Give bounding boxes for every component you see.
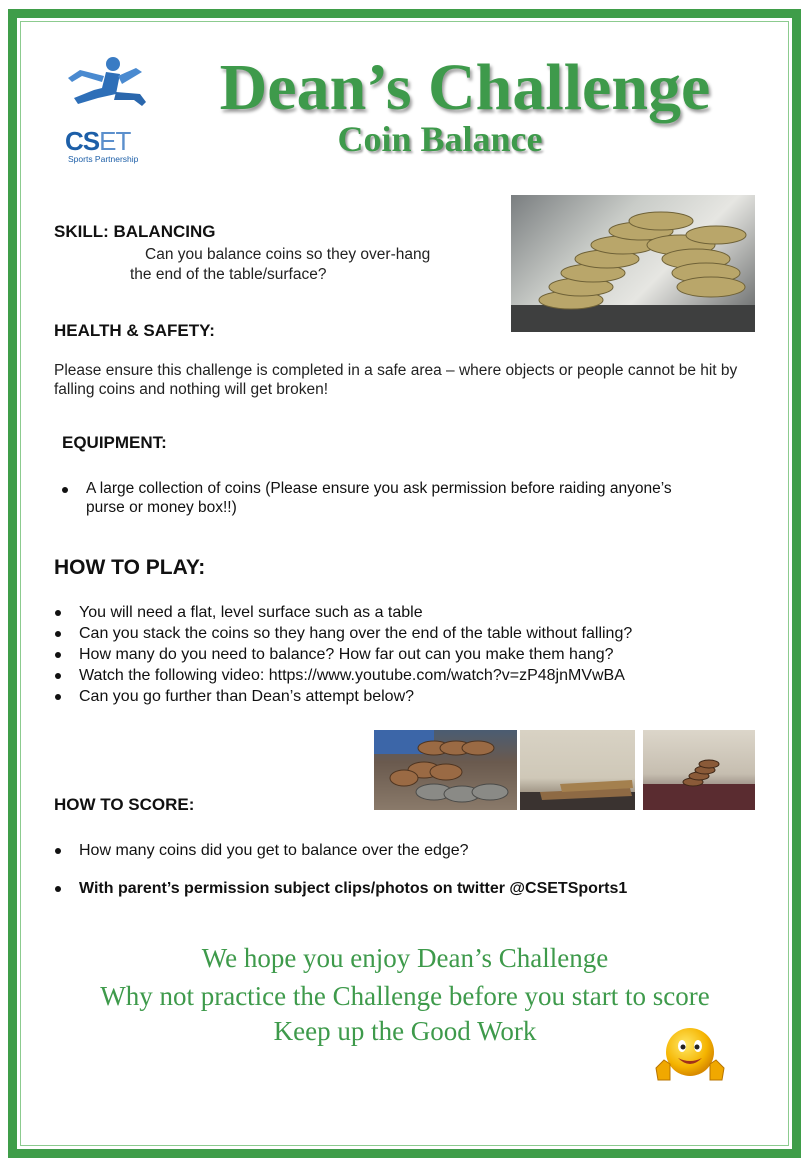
page-subtitle: Coin Balance [337,119,543,159]
list-item: Can you stack the coins so they hang over the end of the table without falling? [53,623,773,644]
equipment-list [60,479,680,517]
closing-line-1: We hope you enjoy Dean’s Challenge [201,943,609,973]
skill-heading: SKILL: BALANCING [54,222,216,241]
attempt-photo-3 [643,730,755,810]
list-item: How many do you need to balance? How far out can you make them hang? [53,644,773,665]
skill-line-1: Can you balance coins so they over-hang [145,246,431,263]
logo-text-light: ET [99,126,131,156]
how-to-score-heading: HOW TO SCORE: [54,795,195,814]
youtube-link[interactable]: Watch the following video: https://www.youtube.com/watch?v=zP48jnMVwBA [53,665,773,686]
how-to-play-heading: HOW TO PLAY: [54,556,206,579]
closing-line-3: Keep up the Good Work [273,1016,537,1046]
health-safety-text: Please ensure this challenge is completed in a safe area – where objects or people cannot be hit by falling coins and nothing will get broken! [54,362,738,398]
list-item: How many coins did you get to balance over the edge? [53,840,773,861]
thumbs-up-smiley-icon [652,1024,728,1086]
list-item: You will need a flat, level surface such as a table [53,602,773,623]
logo-text-main: CS [65,126,100,156]
equipment-heading: EQUIPMENT: [62,433,167,452]
coin-stack-photo [511,195,755,332]
how-to-score-list [53,840,773,899]
skill-line-2: the end of the table/surface? [130,266,327,283]
cset-logo [50,54,160,166]
attempt-photo-1 [374,730,517,810]
page-title: Dean’s Challenge [219,51,711,124]
how-to-play-list [53,602,773,707]
closing-line-2: Why not practice the Challenge before you start to score [100,981,710,1011]
list-item: A large collection of coins (Please ensure you ask permission before raiding anyone’s purse or money box!!) [60,479,680,517]
list-item: With parent’s permission subject clips/photos on twitter @CSETSports1 [53,878,773,899]
health-safety-heading: HEALTH & SAFETY: [54,321,215,340]
list-item: Can you go further than Dean’s attempt below? [53,686,773,707]
attempt-photo-2 [520,730,635,810]
leaping-athlete-icon [58,54,150,124]
logo-subtitle: Sports Partnership [68,154,139,164]
